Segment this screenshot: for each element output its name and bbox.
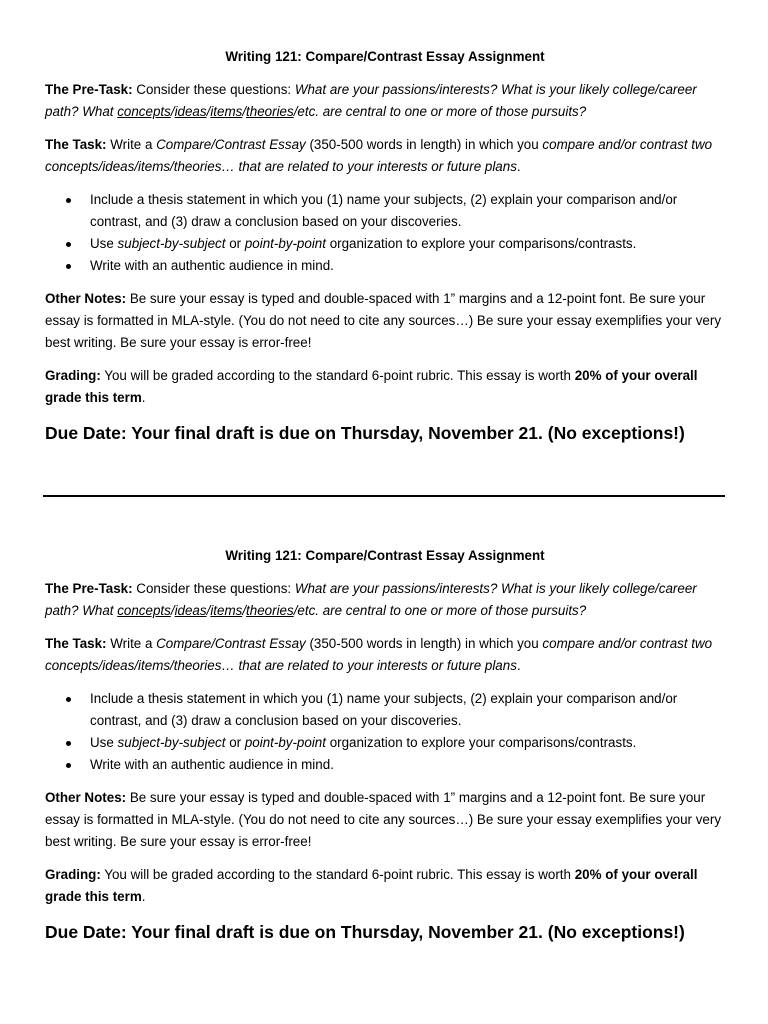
assignment-copy-top (45, 48, 725, 446)
bullet-icon (66, 763, 71, 768)
bullet-icon (66, 198, 71, 203)
assignment-copy-bottom (45, 547, 725, 945)
task-paragraph: The Task: Write a Compare/Contrast Essay (350-500 words in length) in which you compare and/or contrast two concepts/ideas/items/theories… that are related to your interests or future plans. (45, 137, 713, 174)
grading-paragraph: Grading: You will be graded according to the standard 6-point rubric. This essay is worth 20% of your overall grade this term. (45, 368, 698, 405)
bullet-icon (66, 697, 71, 702)
pretask-lead: Consider these questions: (132, 581, 295, 596)
notes-paragraph: Other Notes: Be sure your essay is typed and double-spaced with 1” margins and a 12-point font. Be sure your essay is formatted in MLA-style. (You do not need to cite any sources…) Be sure your essay exemplifies your very best writing. Be sure your essay is error-free! (45, 291, 722, 350)
requirements-list (45, 688, 725, 776)
pretask-paragraph (45, 79, 725, 123)
requirements-list (45, 189, 725, 277)
notes-paragraph: Other Notes: Be sure your essay is typed and double-spaced with 1” margins and a 12-point font. Be sure your essay is formatted in MLA-style. (You do not need to cite any sources…) Be sure your essay exemplifies your very best writing. Be sure your essay is error-free! (45, 790, 722, 849)
task-paragraph: The Task: Write a Compare/Contrast Essay (350-500 words in length) in which you compare and/or contrast two concepts/ideas/items/theories… that are related to your interests or future plans. (45, 636, 713, 673)
bullet-icon (66, 741, 71, 746)
assignment-title: Writing 121: Compare/Contrast Essay Assignment (225, 49, 545, 64)
due-date: Due Date: Your final draft is due on Thursday, November 21. (No exceptions!) (45, 922, 685, 942)
task-label: The Task: (45, 636, 107, 651)
pretask-paragraph (45, 578, 725, 622)
pretask-label: The Pre-Task: (45, 82, 133, 97)
assignment-title: Writing 121: Compare/Contrast Essay Assignment (225, 548, 545, 563)
list-item: Include a thesis statement in which you (1) name your subjects, (2) explain your comparison and/or contrast, and (3) draw a conclusion based on your discoveries. (90, 189, 725, 233)
list-item: Use subject-by-subject or point-by-point organization to explore your comparisons/contrasts. (90, 233, 725, 255)
bullet-icon (66, 242, 71, 247)
list-item: Write with an authentic audience in mind. (90, 255, 725, 277)
pretask-lead: Consider these questions: (132, 82, 295, 97)
task-label: The Task: (45, 137, 107, 152)
page-divider (43, 495, 725, 497)
bullet-icon (66, 264, 71, 269)
list-item: Write with an authentic audience in mind. (90, 754, 725, 776)
grading-paragraph: Grading: You will be graded according to the standard 6-point rubric. This essay is worth 20% of your overall grade this term. (45, 867, 698, 904)
notes-label: Other Notes: (45, 291, 127, 306)
list-item: Include a thesis statement in which you (1) name your subjects, (2) explain your comparison and/or contrast, and (3) draw a conclusion based on your discoveries. (90, 688, 725, 732)
pretask-question: What are your passions/interests? What is your likely college/career path? What concepts/ideas/items/theories/etc. are central to one or more of those pursuits? (45, 581, 697, 618)
grading-label: Grading: (45, 867, 101, 882)
due-date: Due Date: Your final draft is due on Thursday, November 21. (No exceptions!) (45, 423, 685, 443)
pretask-question: What are your passions/interests? What is your likely college/career path? What concepts/ideas/items/theories/etc. are central to one or more of those pursuits? (45, 82, 697, 119)
list-item: Use subject-by-subject or point-by-point organization to explore your comparisons/contrasts. (90, 732, 725, 754)
grading-label: Grading: (45, 368, 101, 383)
pretask-label: The Pre-Task: (45, 581, 133, 596)
notes-label: Other Notes: (45, 790, 127, 805)
